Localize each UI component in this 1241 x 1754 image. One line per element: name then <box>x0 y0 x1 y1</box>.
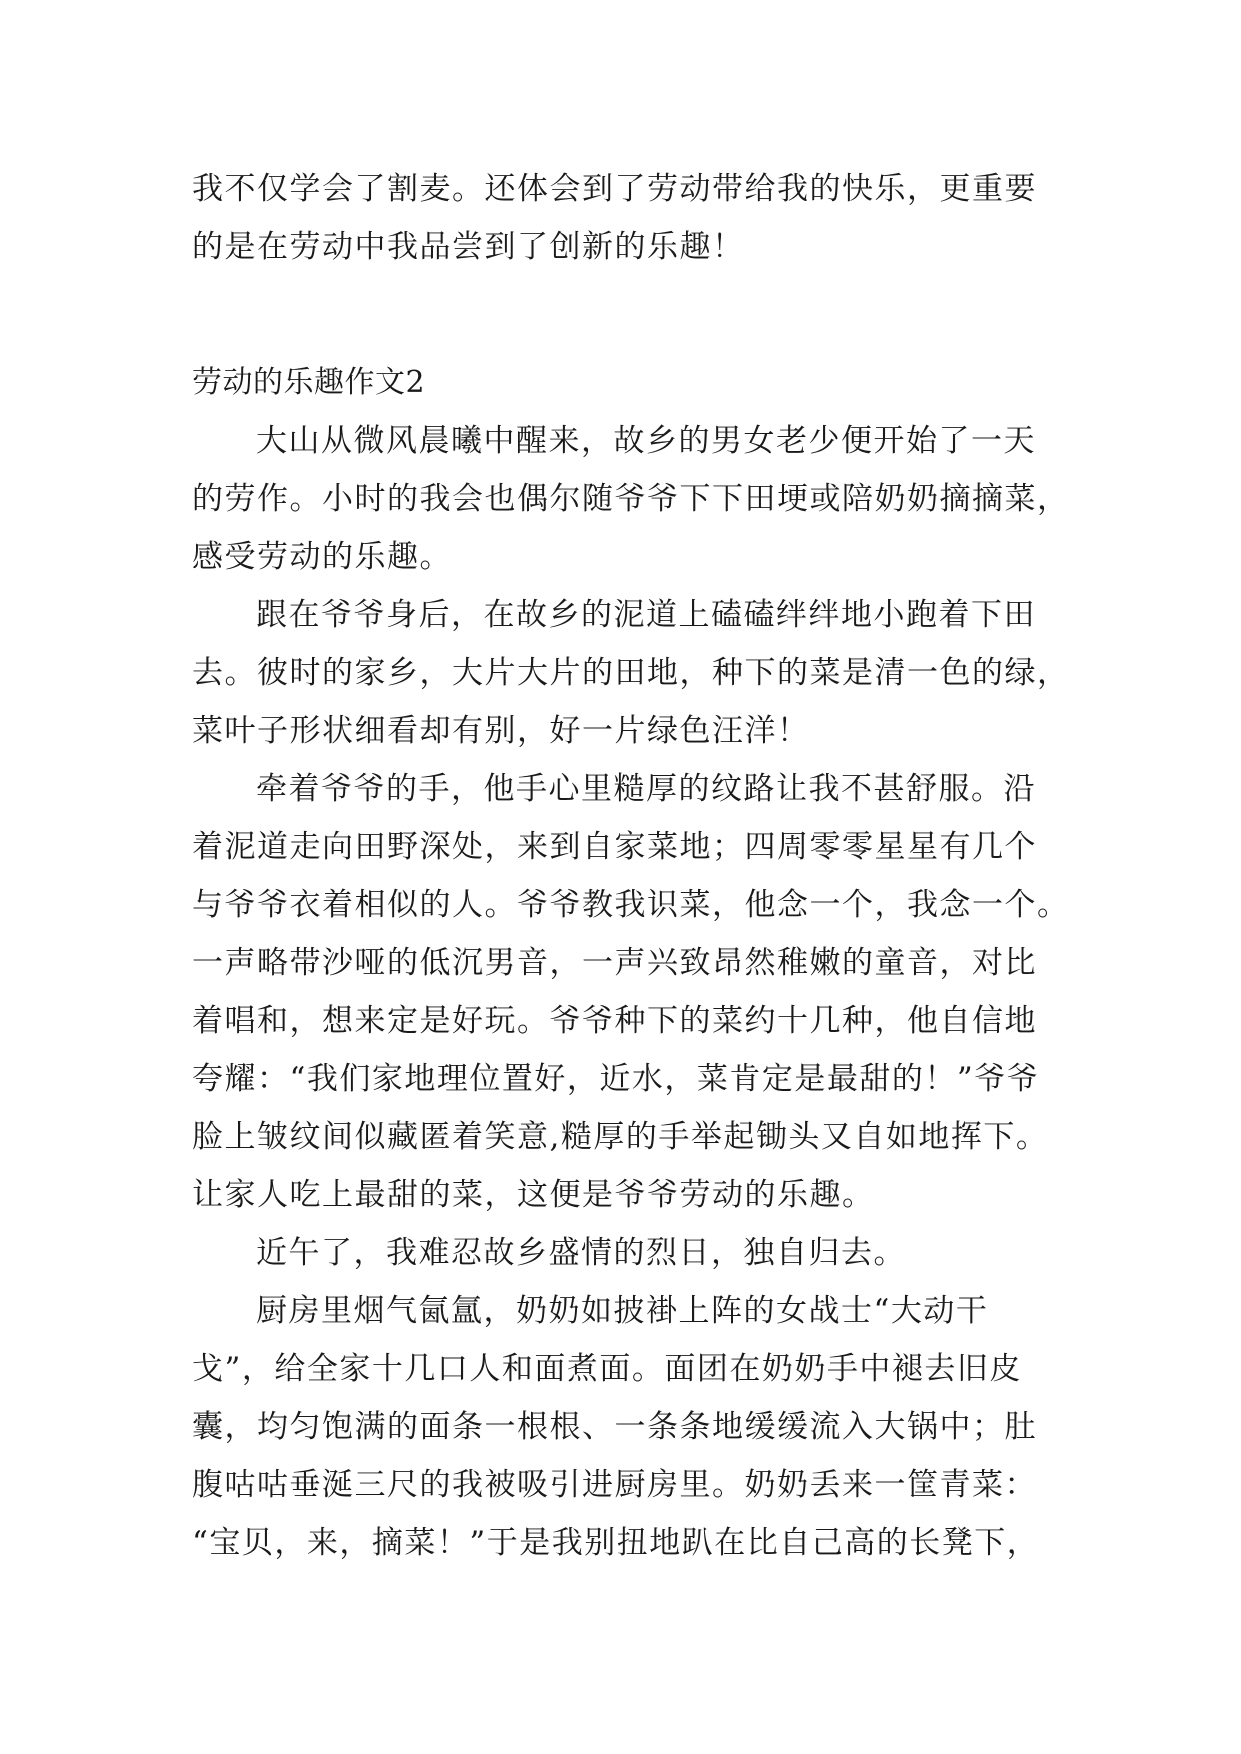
text-line: 腹咕咕垂涎三尺的我被吸引进厨房里。奶奶丢来一筐青菜： <box>192 1467 1037 1503</box>
paragraph <box>192 760 1070 1224</box>
text-line: 近午了，我难忍故乡盛情的烈日，独自归去。 <box>256 1235 906 1271</box>
paragraph <box>192 412 1070 586</box>
text-line: 让家人吃上最甜的菜，这便是爷爷劳动的乐趣。 <box>192 1177 875 1213</box>
text-line: 夸耀：“我们家地理位置好，近水，菜肯定是最甜的！”爷爷 <box>192 1061 1040 1097</box>
text-line: “宝贝，来，摘菜！”于是我别扭地趴在比自己高的长凳下， <box>192 1525 1040 1561</box>
text-line: 厨房里烟气氤氲，奶奶如披褂上阵的女战士“大动干 <box>256 1293 989 1329</box>
paragraph <box>192 1224 1052 1282</box>
text-line: 与爷爷衣着相似的人。爷爷教我识菜，他念一个，我念一个。 <box>192 887 1070 923</box>
text-line: 感受劳动的乐趣。 <box>192 539 452 575</box>
section-title: 劳动的乐趣作文2 <box>192 365 426 400</box>
text-line: 一声略带沙哑的低沉男音，一声兴致昂然稚嫩的童音，对比 <box>192 945 1037 981</box>
text-line: 的劳作。小时的我会也偶尔随爷爷下下田埂或陪奶奶摘摘菜， <box>192 481 1070 517</box>
intro-paragraph <box>192 160 1052 276</box>
document-page <box>192 160 1070 1572</box>
text-line: 着泥道走向田野深处，来到自家菜地；四周零零星星有几个 <box>192 829 1037 865</box>
text-line: 着唱和，想来定是好玩。爷爷种下的菜约十几种，他自信地 <box>192 1003 1037 1039</box>
paragraph <box>192 586 1070 760</box>
text-line: 戈”，给全家十几口人和面煮面。面团在奶奶手中褪去旧皮 <box>192 1351 1022 1387</box>
text-line: 脸上皱纹间似藏匿着笑意,糙厚的手举起锄头又自如地挥下。 <box>192 1119 1049 1155</box>
text-line: 去。彼时的家乡，大片大片的田地，种下的菜是清一色的绿， <box>192 655 1070 691</box>
text-line: 跟在爷爷身后，在故乡的泥道上磕磕绊绊地小跑着下田 <box>256 597 1036 633</box>
text-line: 大山从微风晨曦中醒来，故乡的男女老少便开始了一天 <box>256 423 1036 459</box>
text-line: 囊，均匀饱满的面条一根根、一条条地缓缓流入大锅中；肚 <box>192 1409 1037 1445</box>
text-line: 的是在劳动中我品尝到了创新的乐趣！ <box>192 229 745 265</box>
paragraph-gap <box>192 276 1052 354</box>
text-line: 牵着爷爷的手，他手心里糙厚的纹路让我不甚舒服。沿 <box>256 771 1036 807</box>
paragraph <box>192 1282 1052 1572</box>
text-line: 菜叶子形状细看却有别，好一片绿色汪洋！ <box>192 713 810 749</box>
text-line: 我不仅学会了割麦。还体会到了劳动带给我的快乐，更重要 <box>192 171 1037 207</box>
